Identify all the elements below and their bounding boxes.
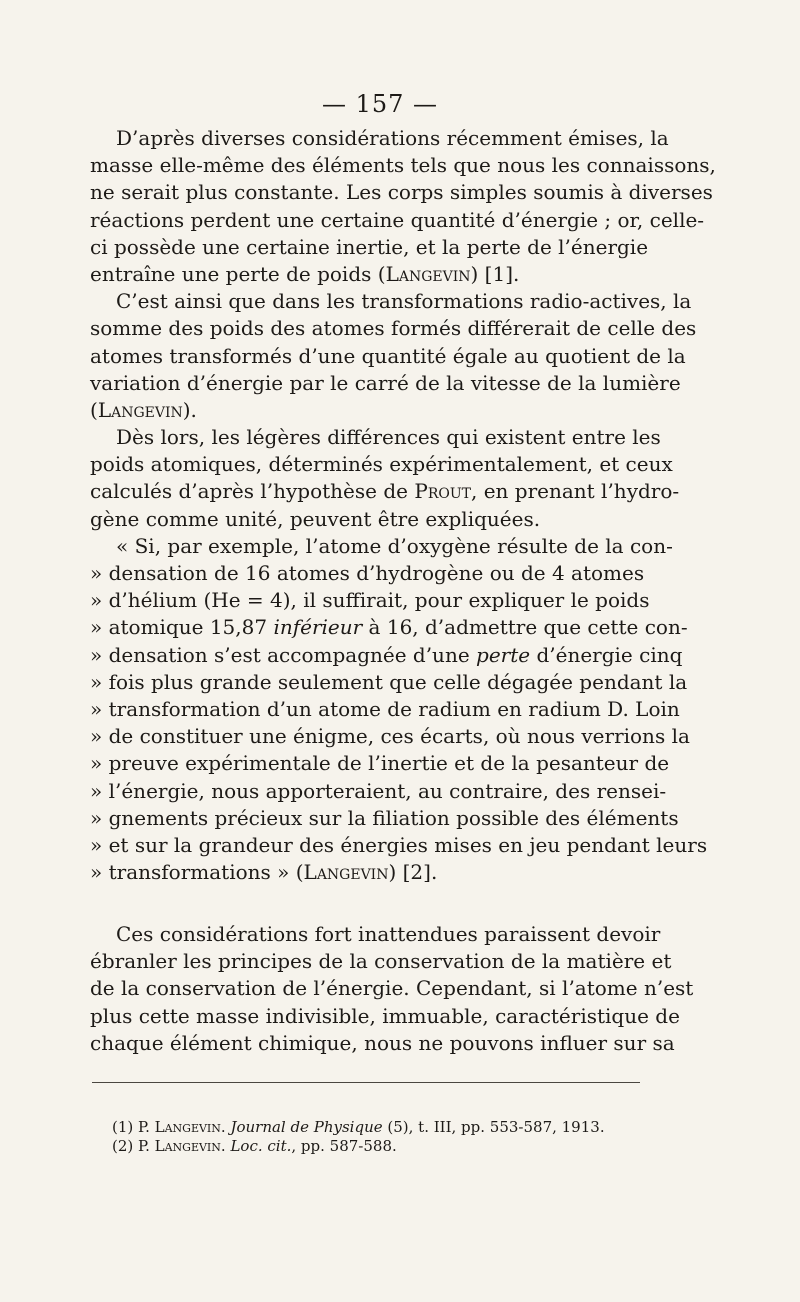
text-line xyxy=(90,179,713,206)
italic-term: inférieur xyxy=(273,615,363,640)
text-line-content: D’après diverses considérations récemment émises, la xyxy=(116,126,669,150)
text-fragment: ( xyxy=(90,397,98,422)
text-line xyxy=(90,261,640,288)
text-line xyxy=(90,948,672,975)
text-line xyxy=(90,614,688,641)
footnote-author: Langevin xyxy=(154,1118,221,1136)
text-line-content: réactions perdent une certaine quantité d’énergie ; or, celle- xyxy=(90,207,705,232)
text-line xyxy=(90,533,673,560)
text-line-content: ne serait plus constante. Les corps simples soumis à diverses xyxy=(90,180,713,205)
text-line-content: » fois plus grande seulement que celle dégagée pendant la xyxy=(90,669,688,694)
text-fragment: ). xyxy=(182,397,197,422)
footnote-marker: (2) xyxy=(112,1137,134,1155)
text-line-content: » de constituer une énigme, ces écarts, où nous verrions la xyxy=(90,724,690,749)
text-line-content xyxy=(90,478,679,505)
footnotes xyxy=(112,1118,642,1156)
text-line xyxy=(90,1003,680,1030)
text-line-content: Dès lors, les légères différences qui existent entre les xyxy=(116,425,661,450)
text-line-content: » et sur la grandeur des énergies mises en jeu pendant leurs xyxy=(90,832,708,857)
text-fragment: d’énergie cinq xyxy=(530,642,683,667)
text-fragment: ) [1]. xyxy=(470,261,520,286)
footnote-2 xyxy=(112,1137,642,1156)
text-line xyxy=(90,921,661,948)
text-line xyxy=(90,805,679,832)
text-line-content: » transformation d’un atome de radium en radium D. Loin xyxy=(90,696,680,721)
text-line-content: poids atomiques, déterminés expérimentalement, et ceux xyxy=(90,452,673,477)
text-line xyxy=(90,832,708,859)
author-name: Langevin xyxy=(385,261,471,286)
text-line-content: » preuve expérimentale de l’inertie et de la pesanteur de xyxy=(90,751,670,776)
author-name: Langevin xyxy=(97,397,183,422)
italic-term: perte xyxy=(476,642,531,667)
author-name: Langevin xyxy=(303,860,389,885)
text-line xyxy=(90,343,686,370)
text-line-content: somme des poids des atomes formés différerait de celle des xyxy=(90,316,697,341)
text-line-content: chaque élément chimique, nous ne pouvons influer sur sa xyxy=(90,1030,675,1055)
text-line xyxy=(90,975,694,1002)
text-line xyxy=(90,234,649,261)
text-line xyxy=(90,859,640,886)
text-line-content xyxy=(90,614,688,641)
footnote-source: Loc. cit. xyxy=(230,1137,292,1155)
text-line xyxy=(90,506,640,533)
footnote-details: (5), t. III, pp. 553-587, 1913. xyxy=(382,1118,605,1136)
text-line-content: ci possède une certaine inertie, et la perte de l’énergie xyxy=(90,234,649,259)
text-line-content: masse elle-même des éléments tels que nous les connaissons, xyxy=(90,153,716,178)
footnote-separator: . xyxy=(220,1137,231,1155)
text-line-content: variation d’énergie par le carré de la vitesse de la lumière xyxy=(90,370,681,395)
text-line xyxy=(90,315,697,342)
text-fragment: entraîne une perte de poids ( xyxy=(90,261,386,286)
text-line-content: plus cette masse indivisible, immuable, caractéristique de xyxy=(90,1003,680,1028)
text-line xyxy=(90,152,716,179)
text-line xyxy=(90,778,667,805)
text-line xyxy=(90,696,680,723)
text-line-content: » densation de 16 atomes d’hydrogène ou de 4 atomes xyxy=(90,561,645,585)
text-line xyxy=(90,288,692,315)
text-line xyxy=(90,424,661,451)
footnote-initial: P. xyxy=(138,1137,150,1155)
text-line xyxy=(90,207,705,234)
text-line xyxy=(90,397,640,424)
text-line xyxy=(90,125,669,152)
text-line xyxy=(90,587,650,614)
text-line xyxy=(90,1030,675,1057)
text-line-content: atomes transformés d’une quantité égale au quotient de la xyxy=(90,343,686,368)
footnote-details: , pp. 587-588. xyxy=(291,1137,397,1155)
text-line-content: de la conservation de l’énergie. Cependant, si l’atome n’est xyxy=(90,976,694,1001)
text-line-content: Ces considérations fort inattendues paraissent devoir xyxy=(116,922,661,946)
text-fragment: calculés d’après l’hypothèse de xyxy=(90,479,415,504)
author-name: Prout xyxy=(414,479,471,504)
text-line-content: » l’énergie, nous apporteraient, au contraire, des rensei- xyxy=(90,778,667,803)
footnote-source: Journal de Physique xyxy=(230,1118,383,1136)
text-line xyxy=(90,451,673,478)
text-fragment: » transformations » ( xyxy=(90,860,304,885)
text-line-content: « Si, par exemple, l’atome d’oxygène résulte de la con- xyxy=(116,533,673,558)
text-line xyxy=(90,478,680,505)
text-line xyxy=(90,560,645,587)
footnote-rule xyxy=(92,1082,640,1083)
text-line-content: » d’hélium (He = 4), il suffirait, pour expliquer le poids xyxy=(90,588,650,613)
text-line xyxy=(90,750,670,777)
footnote-marker: (1) xyxy=(112,1118,134,1136)
text-line-content: » gnements précieux sur la filiation possible des éléments xyxy=(90,805,679,830)
text-line xyxy=(90,723,690,750)
text-fragment: , en prenant l’hydro- xyxy=(470,479,680,504)
closing-paragraph xyxy=(90,921,694,1057)
text-line xyxy=(90,370,681,397)
footnote-author: Langevin xyxy=(154,1137,221,1155)
text-line-content xyxy=(90,859,437,886)
text-line xyxy=(90,669,688,696)
text-line-content xyxy=(90,397,197,424)
footnote-separator: . xyxy=(220,1118,231,1136)
text-line-content xyxy=(90,642,682,669)
text-line-content: ébranler les principes de la conservation de la matière et xyxy=(90,949,672,974)
text-fragment: » densation s’est accompagnée d’une xyxy=(90,642,477,667)
text-line xyxy=(90,642,683,669)
footnote-initial: P. xyxy=(138,1118,150,1136)
page-number: — 157 — xyxy=(321,90,439,118)
text-line-content xyxy=(90,261,519,288)
main-text-block xyxy=(90,125,716,886)
text-fragment: ) [2]. xyxy=(388,860,438,885)
text-line-content: gène comme unité, peuvent être expliquées. xyxy=(90,506,541,531)
footnote-1 xyxy=(112,1118,642,1137)
text-fragment: » atomique 15,87 xyxy=(90,615,274,640)
text-line-content: C’est ainsi que dans les transformations radio-actives, la xyxy=(116,289,692,314)
text-fragment: à 16, d’admettre que cette con- xyxy=(362,615,688,640)
